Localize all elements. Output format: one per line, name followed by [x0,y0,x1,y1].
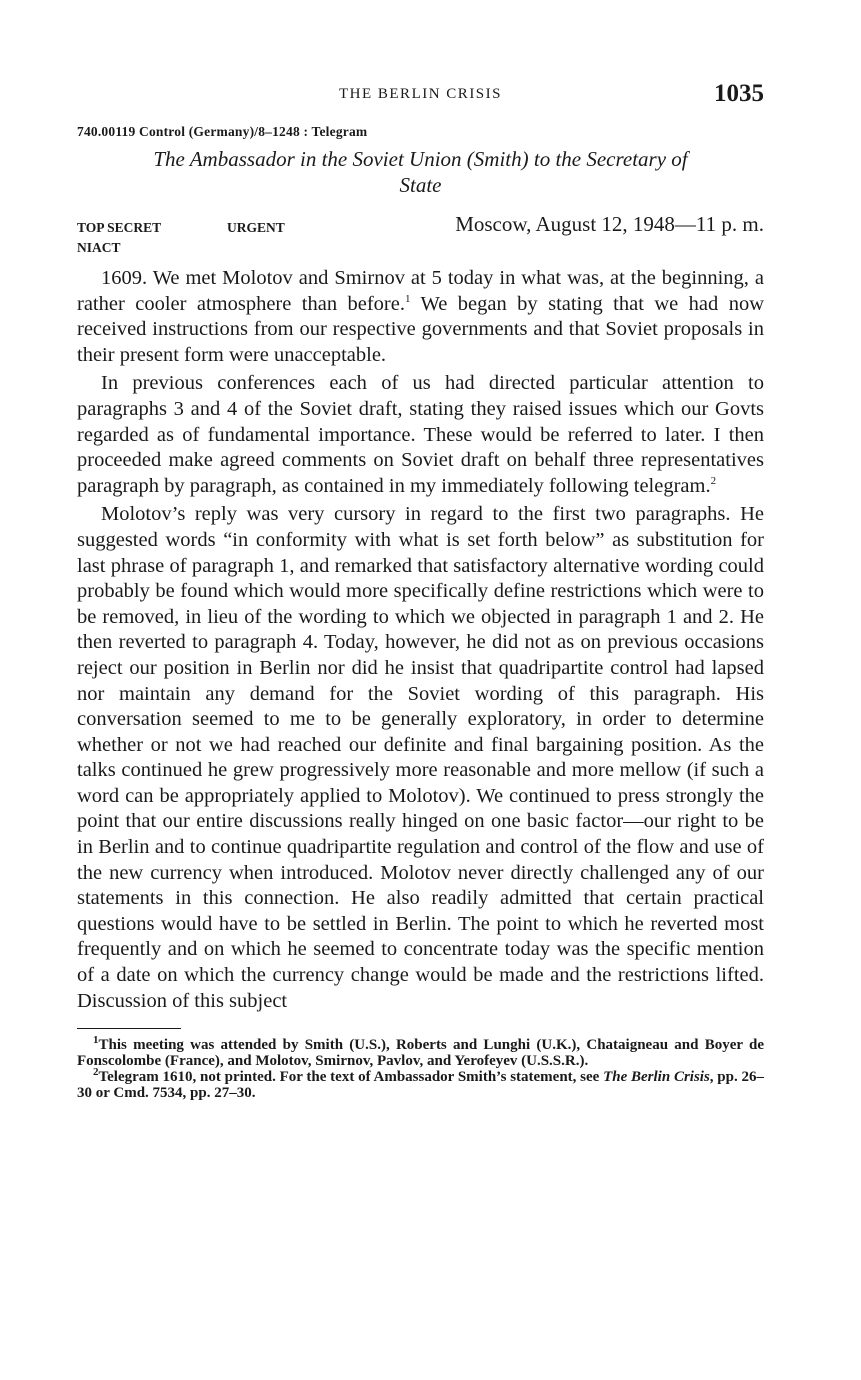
footnote-ref: 2 [710,474,717,487]
document-title: The Ambassador in the Soviet Union (Smith) to the Secretary of State [153,147,688,197]
footnote [77,1066,764,1102]
body-text [77,266,764,1014]
paragraph-text: Molotov’s reply was very cursory in regard to the first two paragraphs. He suggested words “in conformity with what is set forth below” as substitution for last phrase of paragraph 1, and remarked that satisfactory alternative wording could probably be found which would more specifically define restrictions which were to be removed, in lieu of the wording to which we objected in paragraph 1 and 2. He then reverted to paragraph 4. Today, however, he did not as on previous occasions reject our position in Berlin nor did he insist that quadripartite control had lapsed nor maintain any demand for the Soviet wording of this paragraph. His conversation seemed to me to be generally exploratory, in order to determine whether or not we had reached our definite and final bargaining position. As the talks continued he grew progressively more reasonable and more mellow (if such a word can be appropriately applied to Molotov). We continued to press strongly the point that our entire discussions really hinged on one basic factor—our right to be in Berlin and to continue quadripartite regulation and control of the flow and use of the new currency when introduced. Molotov never directly challenged any of our statements in this connection. He also readily admitted that certain practical questions would have to be settled in Berlin. The point to which he reverted most frequently and on which he seemed to concentrate today was the specific mention of a date on which the currency change would be made and the restrictions lifted. Discussion of this subject [77,503,764,1012]
page-number: 1035 [714,80,764,107]
footnote-italic-title: The Berlin Crisis [603,1069,710,1086]
footnote-text: This meeting was attended by Smith (U.S.), Roberts and Lunghi (U.K.), Chataigneau and Boyer de Fonscolombe (France), and Molotov, Smirnov, Pavlov, and Yerofeyev (U.S.S.R.). [77,1037,764,1070]
footnote-text: Telegram 1610, not printed. For the text of Ambassador Smith’s statement, see [98,1069,604,1086]
paragraph [77,502,764,1014]
footnote-text: , pp. 26–30 or Cmd. 7534, pp. 27–30. [77,1069,764,1102]
paragraph [77,371,764,499]
running-head-title: THE BERLIN CRISIS [338,86,502,102]
document-page [77,80,764,1101]
running-head [77,80,764,114]
classification-niact: NIACT [77,240,121,255]
file-reference: 740.00119 Control (Germany)/8–1248 : Telegram [77,124,368,139]
footnote-ref: 1 [405,292,411,305]
footnotes [77,1034,764,1102]
classification-top-secret: TOP SECRET [77,220,162,235]
place-date: Moscow, August 12, 1948—11 p. m. [455,212,764,236]
paragraph [77,266,764,368]
classification-urgent: URGENT [227,220,285,235]
footnote-marker: 1 [93,1034,99,1047]
paragraph-text: In previous conferences each of us had directed particular attention to paragraphs 3 and 4 of the Soviet draft, stating they raised issues which our Govts regarded as of fundamental importance. These would be referred to later. I then proceeded make agreed comments on Soviet draft on behalf three representatives paragraph by paragraph, as contained in my immediately following telegram. [77,372,764,497]
footnote-divider [77,1028,181,1029]
telegram-header [77,212,764,238]
paragraph-text: 1609. We met Molotov and Smirnov at 5 today in what was, at the beginning, a rather cooler atmosphere than before. [77,267,764,315]
paragraph-text: We began by stating that we had now received instructions from our respective governments and that Soviet proposals in their present form were unacceptable. [77,292,765,366]
footnote-marker: 2 [93,1066,99,1079]
footnote [77,1034,764,1070]
